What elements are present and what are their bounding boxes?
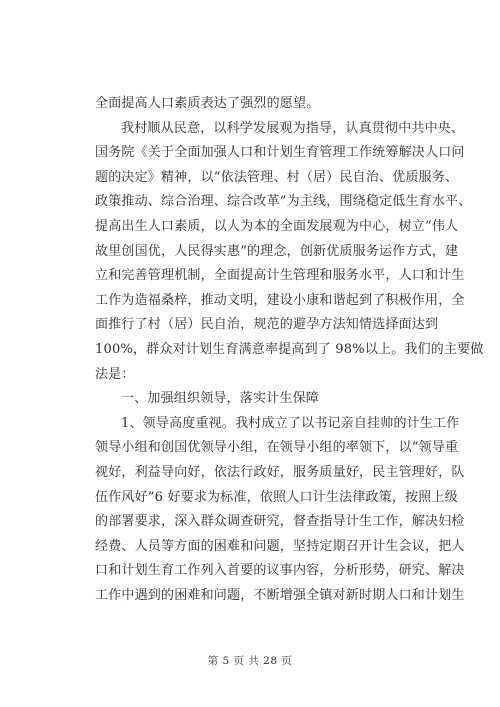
text-line: 1、领导高度重视。我村成立了以书记亲自挂帅的计生工作 — [121, 415, 460, 431]
page-number-footer: 第 5 页 共 28 页 — [207, 655, 293, 667]
document-body — [95, 92, 484, 608]
section-heading: 一、加强组织领导，落实计生保障 — [121, 391, 320, 407]
text-line: 视好，利益导向好，依法行政好，服务质量好，民主管理好，队 — [95, 464, 465, 480]
text-line: 全面提高人口素质表达了强烈的愿望。 — [95, 96, 320, 111]
text-line: 提高出生人口素质，以人为本的全面发展观为中心，树立“伟人 — [95, 218, 459, 234]
text-line: 面推行了村（居）民自治，规范的避孕方法知情选择面达到 — [95, 317, 439, 333]
text-line: 政策推动、综合治理、综合改革”为主线，围绕稳定低生育水平、 — [95, 194, 472, 210]
text-line: 经费、人员等方面的困难和问题，坚持定期召开计生会议，把人 — [95, 538, 465, 554]
text-line: 我村顺从民意，以科学发展观为指导，认真贯彻中共中央、 — [121, 120, 465, 136]
text-line: 题的决定》精神，以“依法管理、村（居）民自治、优质服务、 — [95, 169, 459, 185]
text-line: 立和完善管理机制，全面提高计生管理和服务水平，人口和计生 — [95, 268, 465, 284]
text-line: 故里创国优，人民得实惠”的理念，创新优质服务运作方式，建 — [95, 243, 459, 259]
text-line: 领导小组和创国优领导小组，在领导小组的率领下，以“领导重 — [95, 440, 459, 456]
text-line: 法是： — [95, 366, 135, 382]
text-line: 的部署要求，深入群众调查研究，督查指导计生工作，解决妇检 — [95, 514, 465, 530]
text-line: 口和计划生育工作列入首要的议事内容，分析形势，研究、解决 — [95, 563, 465, 579]
text-line: 伍作风好”6 好要求为标准，依照人口计生法律政策，按照上级 — [95, 489, 458, 505]
text-line: 国务院《关于全面加强人口和计划生育管理工作统筹解决人口问 — [95, 145, 465, 161]
text-line: 100%，群众对计划生育满意率提高到了 98%以上。我们的主要做 — [95, 341, 484, 357]
text-line: 工作为造福桑梓，推动文明，建设小康和谐起到了积极作用，全 — [95, 292, 465, 308]
text-line: 工作中遇到的困难和问题，不断增强全镇对新时期人口和计划生 — [95, 587, 465, 603]
